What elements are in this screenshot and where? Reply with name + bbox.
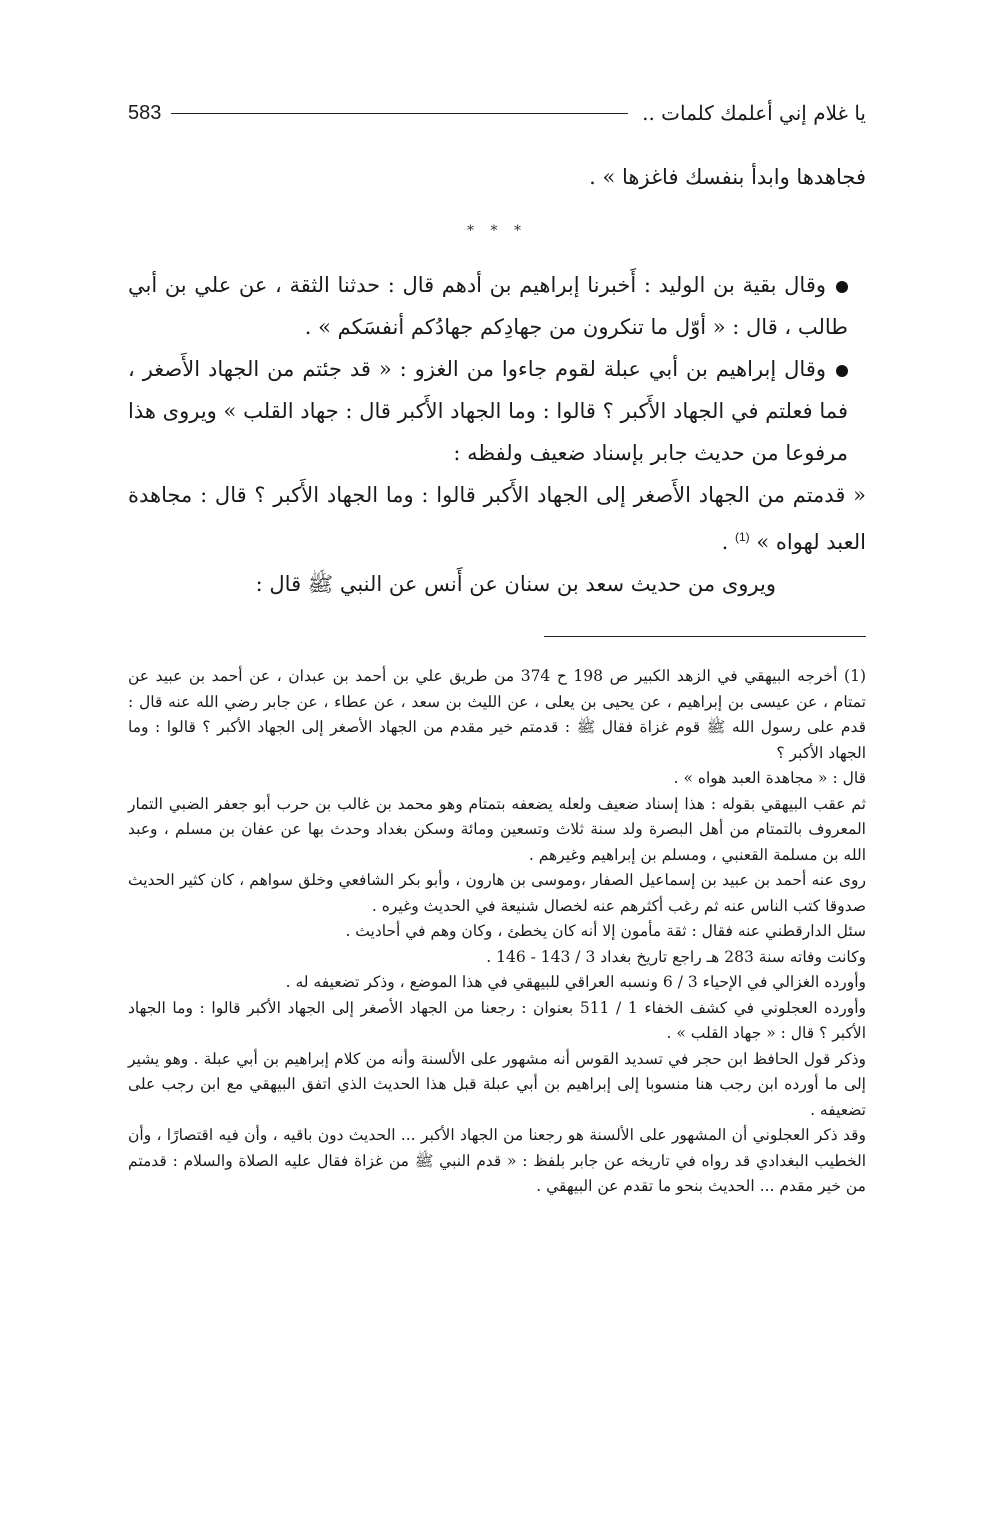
paragraph-3: ويروى من حديث سعد بن سنان عن أَنس عن النبي ﷺ قال : [255, 572, 776, 596]
bullet-icon [836, 281, 848, 293]
hadith-quote [128, 474, 866, 563]
footnote-line: قال : « مجاهدة العبد هواه » . [673, 769, 866, 787]
bullet-icon [836, 365, 848, 377]
paragraph-bullet-2 [128, 348, 866, 474]
paragraph-bullet-1 [128, 264, 866, 348]
footnote-1: (1) أخرجه البيهقي في الزهد الكبير ص 198 ح 374 من طريق علي بن أحمد بن عبدان ، عن أحمد بن عبيد عن تمتام ، عن عيسى بن إبراهيم ، عن يحيى بن يعلى ، عن الليث بن سعد ، عن عطاء ، عن جابر رضي الله عنه قال : قدم على رسول الله ﷺ قوم غزاة فقال ﷺ : قدمتم خير مقدم من الجهاد الأصغر إلى الجهاد الأكبر ؟ قالوا : وما الجهاد الأكبر ؟ [128, 667, 866, 762]
footnote-line: سئل الدارقطني عنه فقال : ثقة مأمون إلا أنه كان يخطئ ، وكان وهم في أحاديث . [345, 922, 866, 940]
header-rule [171, 113, 628, 114]
footnote-line: وكانت وفاته سنة 283 هـ راجع تاريخ بغداد 3 / 143 - 146 . [486, 947, 866, 966]
footnote-rule [544, 636, 866, 637]
footnote-line: وذكر قول الحافظ ابن حجر في تسديد القوس أنه مشهور على الألسنة وأنه من كلام إبراهيم بن أبي عبلة . وهو يشير إلى ما أورده ابن رجب هنا منسوبا إلى إبراهيم بن أبي عبلة قبل هذا الحديث الذي اتفق البيهقي مع ابن رجب على تضعيفه . [128, 1049, 866, 1119]
paragraph-text: وقال إبراهيم بن أبي عبلة لقوم جاءوا من الغزو : « قد جئتم من الجهاد الأَصغر ، فما فعلتم في الجهاد الأَكبر ؟ قالوا : وما الجهاد الأَكبر قال : جهاد القلب » ويروى هذا مرفوعا من حديث جابر بإسناد ضعيف ولفظه : [128, 357, 848, 465]
running-header [128, 96, 866, 130]
footnote-reference[interactable]: (1) [734, 530, 750, 544]
document-page [128, 0, 866, 1516]
main-text [128, 156, 866, 605]
footnote-line: ثم عقب البيهقي بقوله : هذا إسناد ضعيف ولعله يضعفه بتمتام وهو محمد بن غالب بن حرب أبو جعفر الضبي التمار المعروف بالتمتام من أهل البصرة ولد سنة ثلاث وتسعين ومائة وسكن بغداد وحدث بها عن عفان بن مسلم ، وعبد الله بن مسلمة القعنبي ، ومسلم بن إبراهيم وغيرهم . [128, 794, 866, 864]
footnotes [128, 664, 866, 1200]
footnote-line: روى عنه أحمد بن عبيد بن إسماعيل الصفار ،وموسى بن هارون ، وأبو بكر الشافعي وخلق سواهم ، كان كثير الحديث صدوقا كتب الناس عنه ثم رغب أكثرهم عنه لخصال شنيعة في الحديث وغيره . [128, 871, 866, 915]
quote-end: . [721, 530, 735, 554]
footnote-line: وأورده الغزالي في الإحياء 3 / 6 ونسبه العراقي للبيهقي في هذا الموضع ، وذكر تضعيفه له . [285, 973, 866, 991]
quote-text: « قدمتم من الجهاد الأَصغر إلى الجهاد الأَكبر قالوا : وما الجهاد الأَكبر ؟ قال : مجاهدة العبد لهواه » [128, 483, 866, 554]
footnote-line: وأورده العجلوني في كشف الخفاء 1 / 511 بعنوان : رجعنا من الجهاد الأصغر إلى الجهاد الأكبر قالوا : وما الجهاد الأكبر ؟ قال : « جهاد القلب » . [128, 998, 866, 1042]
paragraph-text: وقال بقية بن الوليد : أَخبرنا إبراهيم بن أدهم قال : حدثنا الثقة ، عن علي بن أبي طالب ، قال : « أوّل ما تنكرون من جهادِكم جهادُكم أنفسَكم » . [128, 273, 848, 339]
page-number: 583 [128, 101, 162, 124]
section-separator: * * * [467, 223, 527, 239]
footnote-line: وقد ذكر العجلوني أن المشهور على الألسنة هو رجعنا من الجهاد الأكبر ... الحديث دون باقيه ، وأن فيه اقتصارًا ، وأن الخطيب البغدادي قد رواه في تاريخه عن جابر بلفظ : « قدم النبي ﷺ من غزاة فقال عليه الصلاة والسلام : قدمتم من خير مقدم ... الحديث بنحو ما تقدم عن البيهقي . [128, 1126, 866, 1195]
continuation-line: فجاهدها وابدأ بنفسك فاغزها » . [589, 165, 866, 189]
running-title: يا غلام إني أعلمك كلمات .. [642, 101, 866, 125]
